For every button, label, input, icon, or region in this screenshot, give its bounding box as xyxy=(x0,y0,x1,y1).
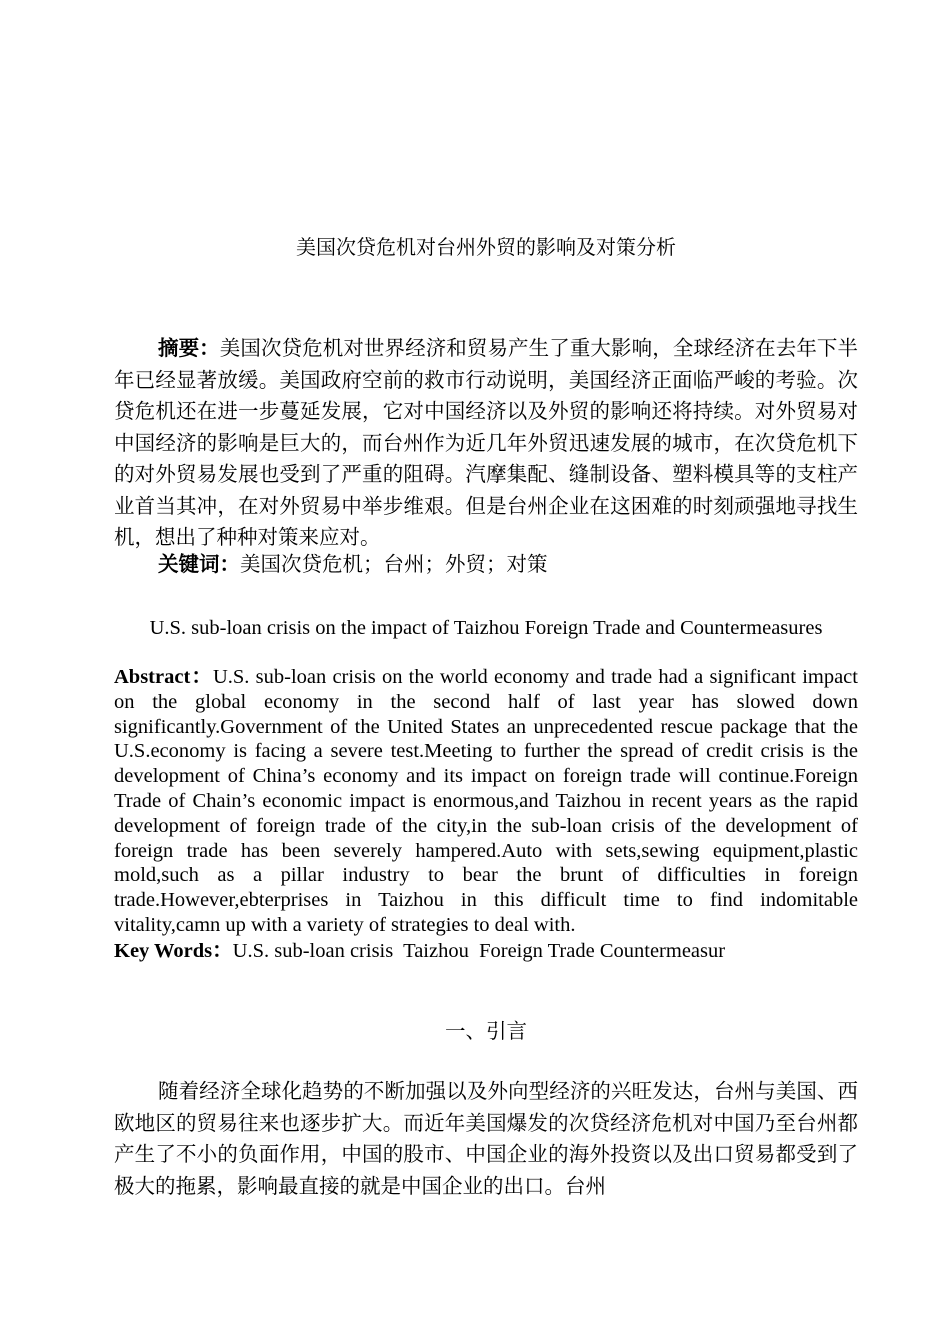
chinese-keywords-label: 关键词： xyxy=(158,552,240,576)
english-abstract xyxy=(114,665,858,938)
chinese-keywords xyxy=(114,549,858,581)
chinese-abstract xyxy=(114,333,858,554)
introduction-paragraph: 随着经济全球化趋势的不断加强以及外向型经济的兴旺发达，台州与美国、西欧地区的贸易往来也逐步扩大。而近年美国爆发的次贷经济危机对中国乃至台州都产生了不小的负面作用，中国的股市、中国企业的海外投资以及出口贸易都受到了极大的拖累，影响最直接的就是中国企业的出口。台州 xyxy=(114,1079,858,1198)
english-keywords-label: Key Words： xyxy=(114,940,233,962)
chinese-abstract-label: 摘要： xyxy=(158,336,220,360)
chinese-title: 美国次贷危机对台州外贸的影响及对策分析 xyxy=(296,235,676,259)
english-abstract-text: U.S. sub-loan crisis on the world economy and trade had a significant impact on the global economy in the second half of last year has slowed down significantly.Government of the United States an unprecedented rescue package that the U.S.economy is facing a severe test.Meeting to further the spread of credit crisis is the development of China’s economy and its impact on foreign trade will continue.Foreign Trade of Chain’s economic impact is enormous,and Taizhou in recent years as the rapid development of foreign trade of the city,in the sub-loan crisis of the development of foreign trade has been severely hampered.Auto with sets,sewing equipment,plastic mold,such as a pillar industry to bear the brunt of difficulties in foreign trade.However,ebterprises in Taizhou in this difficult time to find indomitable vitality,camn up with a variety of strategies to deal with. xyxy=(114,666,858,936)
english-keywords-text: U.S. sub-loan crisis Taizhou Foreign Trade Countermeasur xyxy=(232,940,726,962)
english-title: U.S. sub-loan crisis on the impact of Taizhou Foreign Trade and Countermeasures xyxy=(149,617,823,639)
chinese-keywords-text: 美国次贷危机；台州；外贸；对策 xyxy=(240,552,548,576)
chinese-abstract-text: 美国次贷危机对世界经济和贸易产生了重大影响，全球经济在去年下半年已经显著放缓。美国政府空前的救市行动说明，美国经济正面临严峻的考验。次贷危机还在进一步蔓延发展，它对中国经济以及外贸的影响还将持续。对外贸易对中国经济的影响是巨大的，而台州作为近几年外贸迅速发展的城市，在次贷危机下的对外贸易发展也受到了严重的阻碍。汽摩集配、缝制设备、塑料模具等的支柱产业首当其冲，在对外贸易中举步维艰。但是台州企业在这困难的时刻顽强地寻找生机，想出了种种对策来应对。 xyxy=(114,336,859,549)
english-keywords xyxy=(114,938,858,964)
section-heading-introduction: 一、引言 xyxy=(445,1019,527,1043)
english-abstract-label: Abstract： xyxy=(114,666,213,688)
